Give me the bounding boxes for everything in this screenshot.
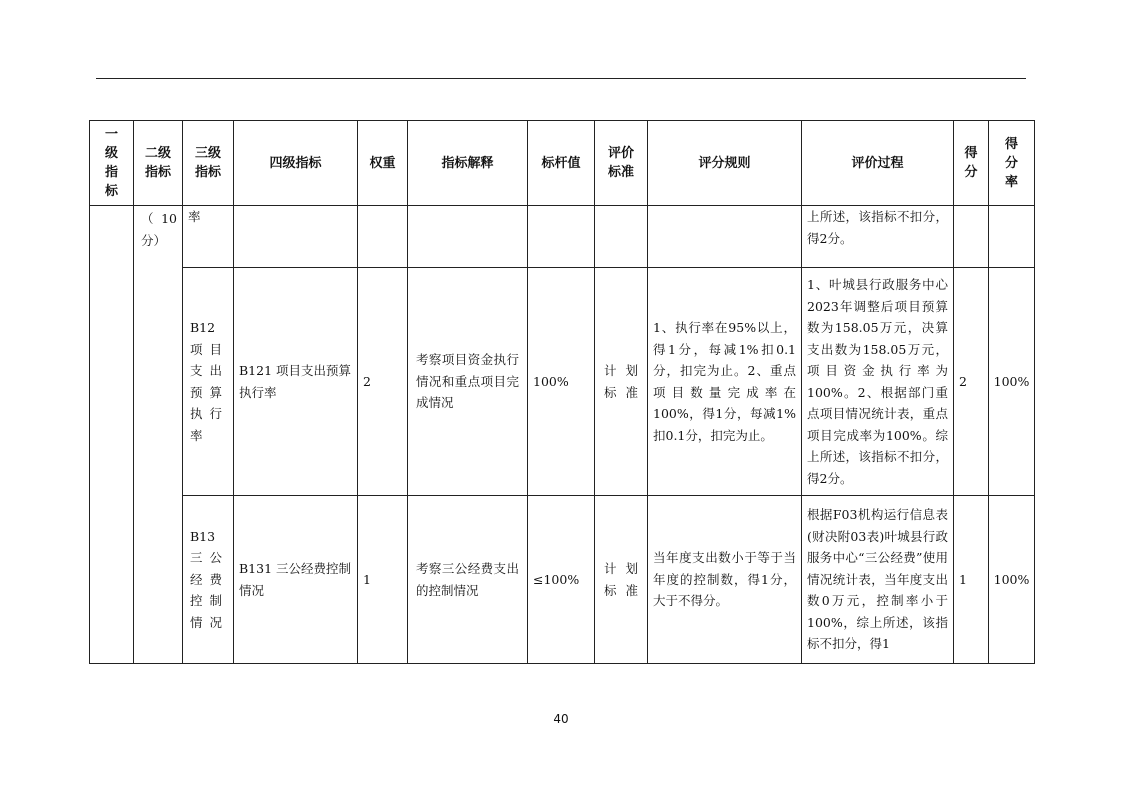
col-header-explain: 指标解释 xyxy=(408,121,528,206)
rate-cell xyxy=(989,206,1035,268)
rule-cell xyxy=(648,206,802,268)
col-header-process: 评价过程 xyxy=(802,121,954,206)
col-header-level2: 二级指标 xyxy=(134,121,183,206)
level3-name: 三公经费控制情况 xyxy=(190,550,222,630)
standard-cell: 计划标准 xyxy=(595,268,648,496)
standard-cell xyxy=(595,206,648,268)
table-row xyxy=(90,268,1035,496)
level2-cell xyxy=(134,206,183,664)
col-header-score: 得分 xyxy=(954,121,989,206)
level4-cell xyxy=(234,206,358,268)
rule-cell: 当年度支出数小于等于当年度的控制数，得1分，大于不得分。 xyxy=(648,496,802,664)
level4-cell: B131 三公经费控制情况 xyxy=(234,496,358,664)
weight-cell: 2 xyxy=(358,268,408,496)
score-cell xyxy=(954,206,989,268)
process-cell: 上所述，该指标不扣分，得2分。 xyxy=(802,206,954,268)
benchmark-cell: 100% xyxy=(528,268,595,496)
col-header-level4: 四级指标 xyxy=(234,121,358,206)
col-header-weight: 权重 xyxy=(358,121,408,206)
level4-cell: B121 项目支出预算执行率 xyxy=(234,268,358,496)
col-header-rule: 评分规则 xyxy=(648,121,802,206)
standard-cell: 计划标准 xyxy=(595,496,648,664)
col-header-benchmark: 标杆值 xyxy=(528,121,595,206)
col-header-level3: 三级指标 xyxy=(183,121,234,206)
rate-cell: 100% xyxy=(989,268,1035,496)
table-row xyxy=(90,496,1035,664)
rule-cell: 1、执行率在95%以上，得1分，每减1%扣0.1分，扣完为止。2、重点项目数量完成率在100%，得1分，每减1%扣0.1分，扣完为止。 xyxy=(648,268,802,496)
col-header-standard: 评价标准 xyxy=(595,121,648,206)
level3-cell: 率 xyxy=(183,206,234,268)
process-cell: 1、叶城县行政服务中心2023年调整后项目预算数为158.05万元，决算支出数为158.05万元，项目资金执行率为100%。2、根据部门重点项目情况统计表，重点项目完成率为100%。综上所述，该指标不扣分，得2分。 xyxy=(802,268,954,496)
col-header-level1: 一级指标 xyxy=(90,121,134,206)
benchmark-cell: ≤100% xyxy=(528,496,595,664)
score-cell: 2 xyxy=(954,268,989,496)
level3-cell xyxy=(183,268,234,496)
level3-name: 项目支出预算执行率 xyxy=(190,341,222,443)
level3-code: B13 xyxy=(190,528,216,544)
benchmark-cell xyxy=(528,206,595,268)
weight-cell xyxy=(358,206,408,268)
level2-score: （10分） xyxy=(141,211,177,248)
rate-cell: 100% xyxy=(989,496,1035,664)
explain-cell xyxy=(408,206,528,268)
explain-cell: 考察三公经费支出的控制情况 xyxy=(408,496,528,664)
level1-cell xyxy=(90,206,134,664)
explain-cell: 考察项目资金执行情况和重点项目完成情况 xyxy=(408,268,528,496)
score-cell: 1 xyxy=(954,496,989,664)
evaluation-table xyxy=(89,120,1035,664)
header-row xyxy=(90,121,1035,206)
level3-cell xyxy=(183,496,234,664)
level3-code: B12 xyxy=(190,320,216,335)
header-rule xyxy=(96,78,1026,79)
col-header-rate: 得分率 xyxy=(989,121,1035,206)
weight-cell: 1 xyxy=(358,496,408,664)
process-cell: 根据F03机构运行信息表(财决附03表)叶城县行政服务中心“三公经费”使用情况统计表，当年度支出数0万元，控制率小于100%，综上所述，该指标不扣分，得1 xyxy=(802,496,954,664)
page-number: 40 xyxy=(553,712,569,726)
table-row xyxy=(90,206,1035,268)
